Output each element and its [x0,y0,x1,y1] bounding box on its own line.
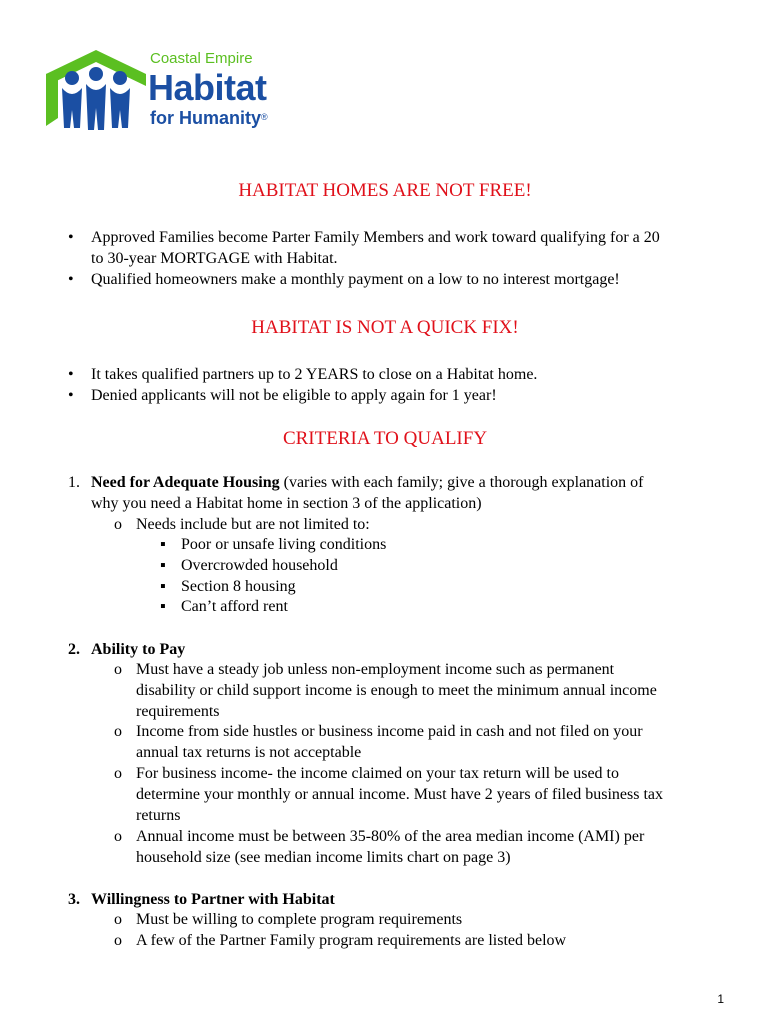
heading-not-quick-fix: HABITAT IS NOT A QUICK FIX! [251,317,519,338]
circle-bullet-icon: o [114,765,122,782]
item1-line1: Need for Adequate Housing (varies with each family; give a thorough explanation of [91,474,644,491]
need-poor-conditions: Poor or unsafe living conditions [181,536,387,553]
heading-criteria: CRITERIA TO QUALIFY [282,428,488,449]
circle-bullet-icon: o [114,828,122,845]
registered-mark: ® [261,112,268,122]
item2-s3-line2: determine your monthly or annual income. Must have 2 years of filed business tax [136,786,663,803]
item2-s1-line1: Must have a steady job unless non-employment income such as permanent [136,661,615,678]
square-bullet-icon: ▪ [160,578,166,595]
heading-not-free: HABITAT HOMES ARE NOT FREE! [238,180,532,201]
logo-habitat-wordmark: Habitat [148,67,267,108]
sec1-bullet1-line1: Approved Families become Parter Family Members and work toward qualifying for a 20 [91,229,660,246]
square-bullet-icon: ▪ [160,536,166,553]
item3-s2: A few of the Partner Family program requirements are listed below [136,932,567,949]
habitat-house-people-icon [44,48,148,134]
item2-number: 2. [68,641,80,658]
page-number: 1 [717,992,724,1006]
item3-s1: Must be willing to complete program requirements [136,911,463,928]
item3-number: 3. [68,891,80,908]
logo-for-humanity: for Humanity® [150,108,268,128]
item2-s2-line1: Income from side hustles or business income paid in cash and not filed on your [136,723,643,740]
circle-bullet-icon: o [114,911,122,928]
logo-org-name: Coastal Empire [150,50,253,67]
habitat-logo [44,48,294,134]
item2-s3-line3: returns [136,807,181,824]
circle-bullet-icon: o [114,516,122,533]
item1-sub: Needs include but are not limited to: [136,516,370,533]
bullet-icon: • [68,271,74,288]
sec2-bullet1: It takes qualified partners up to 2 YEARS to close on a Habitat home. [91,366,538,383]
square-bullet-icon: ▪ [160,557,166,574]
circle-bullet-icon: o [114,932,122,949]
bullet-icon: • [68,366,74,383]
item3-title: Willingness to Partner with Habitat [91,891,335,908]
sec1-bullet1-line2: to 30-year MORTGAGE with Habitat. [91,250,338,267]
need-section8: Section 8 housing [181,578,296,595]
need-overcrowded: Overcrowded household [181,557,338,574]
item2-title: Ability to Pay [91,641,186,658]
item2-s3-line1: For business income- the income claimed on your tax return will be used to [136,765,619,782]
sec1-bullet2: Qualified homeowners make a monthly payment on a low to no interest mortgage! [91,271,620,288]
item2-s1-line2: disability or child support income is enough to meet the minimum annual income [136,682,657,699]
item2-s4-line2: household size (see median income limits chart on page 3) [136,849,511,866]
item2-s1-line3: requirements [136,703,220,720]
square-bullet-icon: ▪ [160,598,166,615]
bullet-icon: • [68,387,74,404]
circle-bullet-icon: o [114,661,122,678]
circle-bullet-icon: o [114,723,122,740]
need-cant-afford: Can’t afford rent [181,598,288,615]
bullet-icon: • [68,229,74,246]
item2-s4-line1: Annual income must be between 35-80% of the area median income (AMI) per [136,828,645,845]
item1-line2: why you need a Habitat home in section 3 of the application) [91,495,482,512]
item2-s2-line2: annual tax returns is not acceptable [136,744,362,761]
sec2-bullet2: Denied applicants will not be eligible to apply again for 1 year! [91,387,497,404]
item1-number: 1. [68,474,80,491]
